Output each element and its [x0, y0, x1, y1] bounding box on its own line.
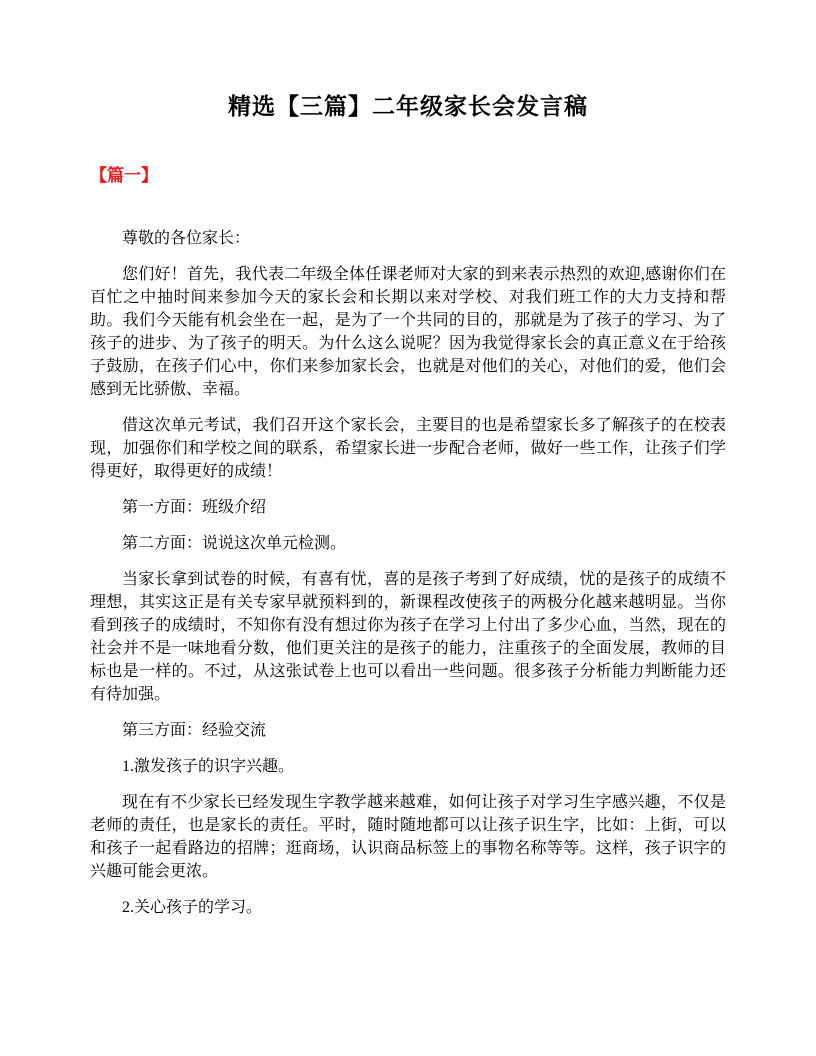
paragraph-salutation: 尊敬的各位家长：: [122, 230, 251, 247]
list-item-1-literacy-interest: 1.激发孩子的识字兴趣。: [122, 758, 295, 775]
paragraph-exam-results: 当家长拿到试卷的时候，有喜有忧，喜的是孩子考到了好成绩，忧的是孩子的成绩不理想，其实这正是有关专家早就预料到的，新课程改使孩子的两极分化越来越明显。当你看到孩子的成绩时，不知你有没有想过你为孩子在学习上付出了多少心血，当然，现在的社会并不是一味地看分数，他们更关注的是孩子的能力，注重孩子的全面发展，教师的目标也是一样的。不过，从这张试卷上也可以看出一些问题。很多孩子分析能力判断能力还有待加强。: [90, 571, 726, 703]
document-body: [90, 227, 726, 919]
paragraph-literacy-methods: 现在有不少家长已经发现生字教学越来越难，如何让孩子对学习生字感兴趣，不仅是老师的责任，也是家长的责任。平时，随时随地都可以让孩子识生字，比如：上街，可以和孩子一起看路边的招牌；逛商场，认识商品标签上的事物名称等等。这样，孩子识字的兴趣可能会更浓。: [90, 794, 726, 880]
heading-aspect-three-experience-exchange: 第三方面：经验交流: [122, 722, 267, 739]
list-item-2-care-about-study: 2.关心孩子的学习。: [122, 899, 263, 916]
document-title: 精选【三篇】二年级家长会发言稿: [228, 93, 588, 119]
section-label-part-one: 【篇一】: [90, 166, 158, 185]
paragraph-welcome: 您们好！首先，我代表二年级全体任课老师对大家的到来表示热烈的欢迎,感谢你们在百忙之中抽时间来参加今天的家长会和长期以来对学校、对我们班工作的大力支持和帮助。我们今天能有机会坐在一起，是为了一个共同的目的，那就是为了孩子的学习、为了孩子的进步、为了孩子的明天。为什么这么说呢？因为我觉得家长会的真正意义在于给孩子鼓励，在孩子们心中，你们来参加家长会，也就是对他们的关心，对他们的爱，他们会感到无比骄傲、幸福。: [90, 266, 726, 398]
heading-aspect-one-class-intro: 第一方面：班级介绍: [122, 499, 267, 516]
paragraph-meeting-purpose: 借这次单元考试，我们召开这个家长会，主要目的也是希望家长多了解孩子的在校表现，加强你们和学校之间的联系，希望家长进一步配合老师，做好一些工作，让孩子们学得更好，取得更好的成绩！: [90, 417, 726, 480]
heading-aspect-two-unit-test: 第二方面：说说这次单元检测。: [122, 535, 347, 552]
